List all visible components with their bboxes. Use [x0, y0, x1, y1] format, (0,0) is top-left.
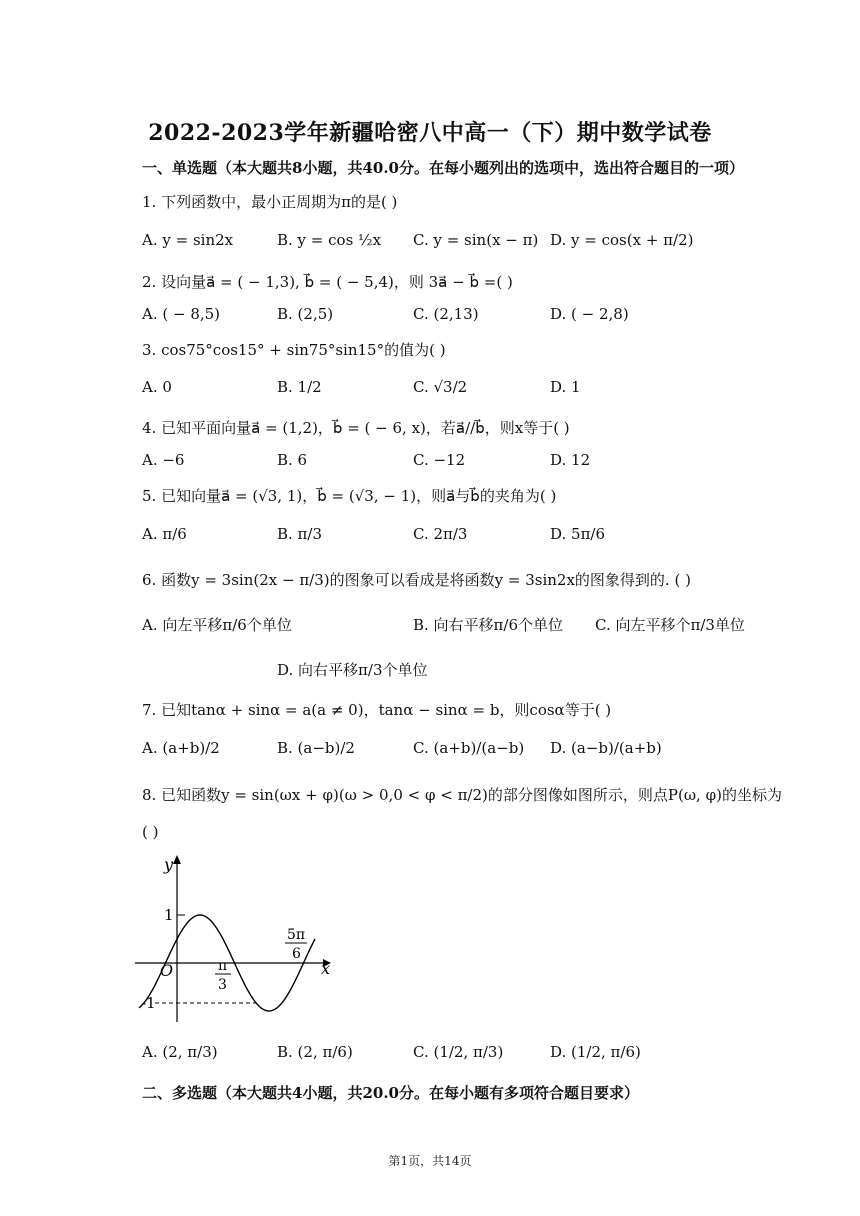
question-2-option-d: D. ( − 2,8): [550, 305, 629, 323]
question-8-option-b: B. (2, π/6): [277, 1043, 353, 1061]
question-8-stem-continuation: ( ): [142, 823, 159, 841]
question-2-stem: 2. 设向量a⃗ = ( − 1,3), b⃗ = ( − 5,4)，则 3a⃗ − b⃗ =( ): [142, 273, 513, 291]
question-7-option-a: A. (a+b)/2: [142, 739, 220, 757]
question-5-stem: 5. 已知向量a⃗ = (√3, 1)，b⃗ = (√3, − 1)，则a⃗与b⃗的夹角为( ): [142, 487, 557, 505]
question-1-option-a: A. y = sin2x: [142, 231, 234, 249]
question-8-option-c: C. (1/2, π/3): [413, 1043, 504, 1061]
page-title: 2022-2023学年新疆哈密八中高一（下）期中数学试卷: [148, 120, 712, 146]
question-5-option-a: A. π/6: [142, 525, 187, 543]
question-4-option-a: A. −6: [142, 451, 185, 469]
section-heading-multiple-choice: 二、多选题（本大题共4小题，共20.0分。在每小题有多项符合题目要求）: [142, 1084, 639, 1102]
section-heading-single-choice: 一、单选题（本大题共8小题，共40.0分。在每小题列出的选项中，选出符合题目的一项）: [142, 159, 744, 177]
question-3-option-d: D. 1: [550, 378, 581, 396]
x-label-pi3-denominator: 3: [218, 977, 227, 993]
question-8-stem: 8. 已知函数y = sin(ωx + φ)(ω > 0,0 < φ < π/2)的部分图像如图所示，则点P(ω, φ)的坐标为: [142, 786, 782, 804]
question-6-option-b: B. 向右平移π/6个单位: [413, 616, 564, 634]
question-7-option-d: D. (a−b)/(a+b): [550, 739, 662, 757]
question-5-option-b: B. π/3: [277, 525, 323, 543]
question-6-option-d: D. 向右平移π/3个单位: [277, 661, 428, 679]
y-axis-arrow-icon: [173, 855, 181, 864]
question-4-option-b: B. 6: [277, 451, 308, 469]
question-1-option-b: B. y = cos ½x: [277, 231, 382, 249]
question-6-option-c: C. 向左平移个π/3单位: [595, 616, 745, 634]
question-3-option-b: B. 1/2: [277, 378, 322, 396]
x-axis-label: x: [321, 959, 331, 978]
question-3-option-c: C. √3/2: [413, 378, 468, 396]
question-1-stem: 1. 下列函数中，最小正周期为π的是( ): [142, 193, 398, 211]
page-footer: 第1页，共14页: [388, 1154, 472, 1168]
origin-label: O: [160, 961, 174, 980]
question-5-option-d: D. 5π/6: [550, 525, 606, 543]
question-5-option-c: C. 2π/3: [413, 525, 468, 543]
y-axis-label: y: [164, 855, 174, 874]
x-label-pi3-numerator: π: [218, 958, 228, 974]
question-2-option-c: C. (2,13): [413, 305, 479, 323]
question-2-option-a: A. ( − 8,5): [142, 305, 221, 323]
x-label-5pi6-numerator: 5π: [287, 927, 306, 943]
question-6-stem: 6. 函数y = 3sin(2x − π/3)的图象可以看成是将函数y = 3sin2x的图象得到的. ( ): [142, 571, 691, 589]
question-8-option-a: A. (2, π/3): [142, 1043, 218, 1061]
y-tick-label-minus-one: -1: [141, 994, 156, 1012]
question-3-option-a: A. 0: [142, 378, 172, 396]
question-4-option-c: C. −12: [413, 451, 466, 469]
question-6-option-a: A. 向左平移π/6个单位: [142, 616, 292, 634]
question-7-stem: 7. 已知tanα + sinα = a(a ≠ 0)，tanα − sinα = b，则cosα等于( ): [142, 701, 612, 719]
sine-graph-figure: [135, 852, 335, 1027]
y-tick-label-one: 1: [164, 906, 174, 924]
x-label-5pi6-denominator: 6: [292, 946, 301, 962]
question-3-stem: 3. cos75°cos15° + sin75°sin15°的值为( ): [142, 341, 446, 359]
question-4-option-d: D. 12: [550, 451, 591, 469]
question-1-option-c: C. y = sin(x − π): [413, 231, 539, 249]
question-7-option-c: C. (a+b)/(a−b): [413, 739, 525, 757]
question-8-option-d: D. (1/2, π/6): [550, 1043, 641, 1061]
question-1-option-d: D. y = cos(x + π/2): [550, 231, 694, 249]
question-7-option-b: B. (a−b)/2: [277, 739, 355, 757]
question-4-stem: 4. 已知平面向量a⃗ = (1,2)，b⃗ = ( − 6, x)，若a⃗//b⃗，则x等于( ): [142, 419, 570, 437]
question-2-option-b: B. (2,5): [277, 305, 334, 323]
